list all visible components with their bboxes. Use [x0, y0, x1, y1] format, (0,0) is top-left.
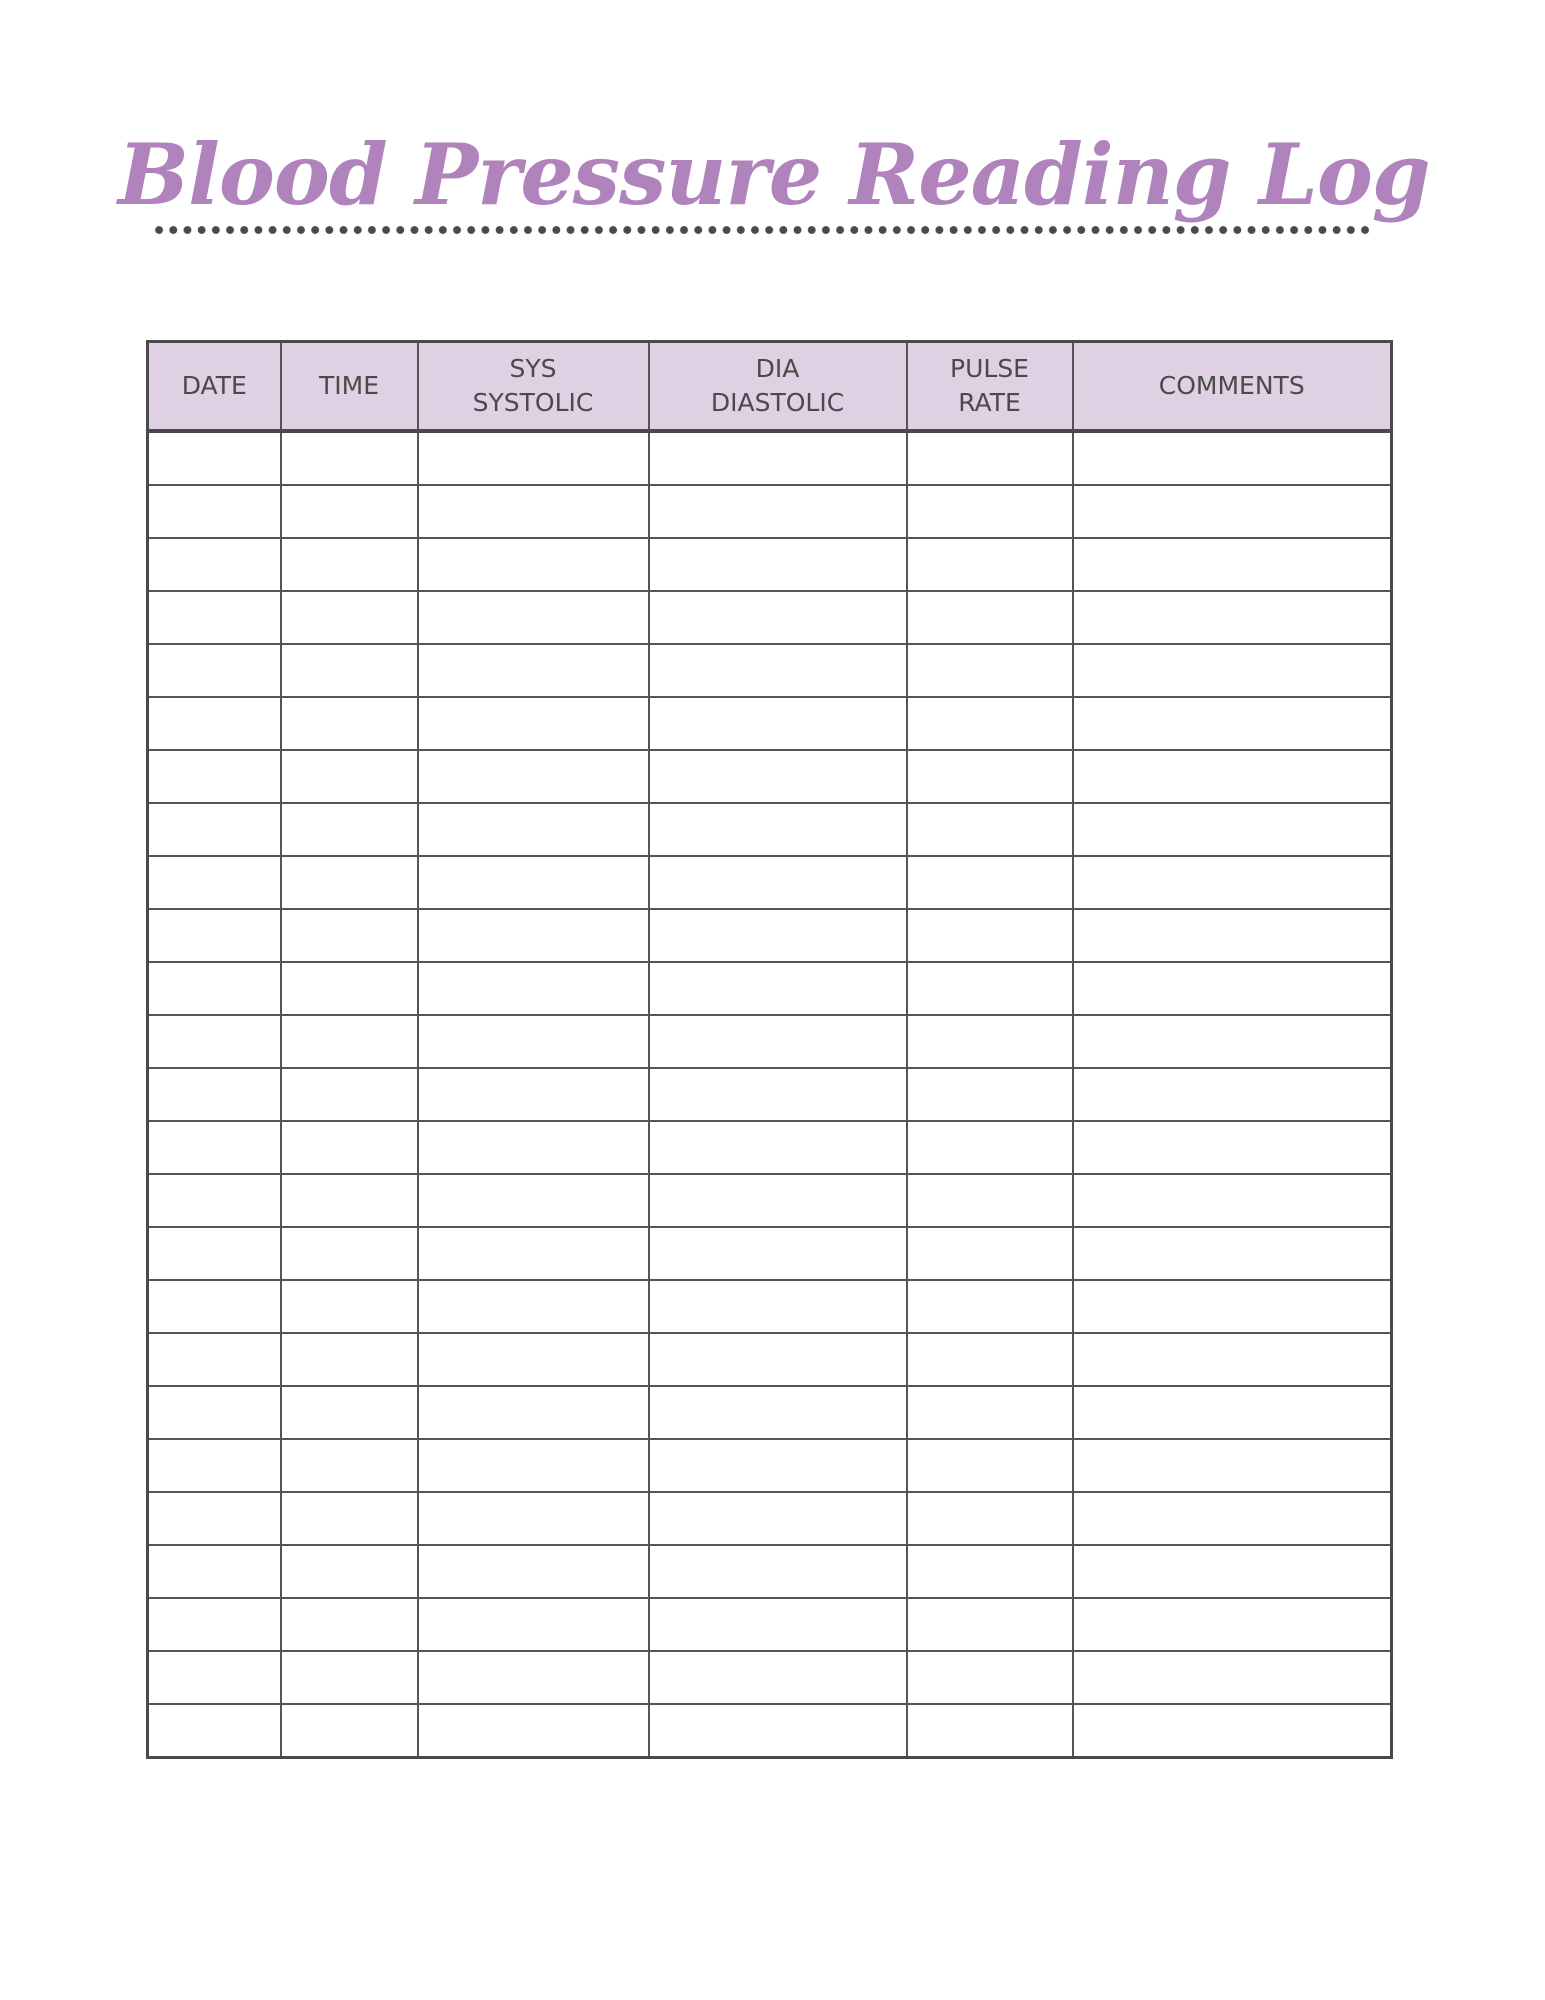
cell-pulse-rate[interactable]	[907, 1439, 1073, 1492]
cell-diastolic[interactable]	[649, 1545, 907, 1598]
cell-diastolic[interactable]	[649, 1121, 907, 1174]
table-row	[148, 1598, 1392, 1651]
cell-date[interactable]	[148, 909, 281, 962]
table-header-row	[148, 342, 1392, 432]
cell-date[interactable]	[148, 1015, 281, 1068]
cell-systolic[interactable]	[418, 538, 649, 591]
cell-systolic[interactable]	[418, 1545, 649, 1598]
cell-time[interactable]	[281, 1704, 418, 1758]
cell-systolic[interactable]	[418, 1651, 649, 1704]
reading-log-table	[146, 340, 1393, 1759]
cell-pulse-rate[interactable]	[907, 485, 1073, 538]
table-row	[148, 1174, 1392, 1227]
cell-diastolic[interactable]	[649, 909, 907, 962]
cell-time[interactable]	[281, 1227, 418, 1280]
cell-pulse-rate[interactable]	[907, 1386, 1073, 1439]
cell-time[interactable]	[281, 962, 418, 1015]
cell-date[interactable]	[148, 962, 281, 1015]
cell-systolic[interactable]	[418, 1439, 649, 1492]
cell-pulse-rate[interactable]	[907, 1598, 1073, 1651]
cell-pulse-rate[interactable]	[907, 856, 1073, 909]
column-header-pulse-rate: PULSE RATE	[907, 342, 1073, 432]
cell-systolic[interactable]	[418, 1227, 649, 1280]
cell-date[interactable]	[148, 1280, 281, 1333]
cell-date[interactable]	[148, 1598, 281, 1651]
cell-comments[interactable]	[1073, 1386, 1392, 1439]
cell-pulse-rate[interactable]	[907, 1280, 1073, 1333]
table-row	[148, 1068, 1392, 1121]
cell-systolic[interactable]	[418, 1492, 649, 1545]
cell-diastolic[interactable]	[649, 856, 907, 909]
table-row	[148, 1545, 1392, 1598]
cell-comments[interactable]	[1073, 1121, 1392, 1174]
cell-time[interactable]	[281, 538, 418, 591]
cell-diastolic[interactable]	[649, 962, 907, 1015]
cell-diastolic[interactable]	[649, 1227, 907, 1280]
cell-pulse-rate[interactable]	[907, 1651, 1073, 1704]
cell-pulse-rate[interactable]	[907, 750, 1073, 803]
column-header-time: TIME	[281, 342, 418, 432]
cell-date[interactable]	[148, 1439, 281, 1492]
cell-comments[interactable]	[1073, 1333, 1392, 1386]
table-row	[148, 909, 1392, 962]
cell-comments[interactable]	[1073, 1598, 1392, 1651]
table-row	[148, 856, 1392, 909]
table-row	[148, 591, 1392, 644]
cell-comments[interactable]	[1073, 1174, 1392, 1227]
table-row	[148, 1651, 1392, 1704]
cell-pulse-rate[interactable]	[907, 697, 1073, 750]
cell-comments[interactable]	[1073, 1439, 1392, 1492]
cell-comments[interactable]	[1073, 644, 1392, 697]
cell-diastolic[interactable]	[649, 803, 907, 856]
cell-comments[interactable]	[1073, 1227, 1392, 1280]
cell-comments[interactable]	[1073, 1651, 1392, 1704]
cell-systolic[interactable]	[418, 962, 649, 1015]
cell-pulse-rate[interactable]	[907, 909, 1073, 962]
cell-date[interactable]	[148, 1121, 281, 1174]
cell-time[interactable]	[281, 909, 418, 962]
cell-date[interactable]	[148, 1704, 281, 1758]
cell-comments[interactable]	[1073, 697, 1392, 750]
cell-systolic[interactable]	[418, 1598, 649, 1651]
cell-pulse-rate[interactable]	[907, 1015, 1073, 1068]
cell-time[interactable]	[281, 1068, 418, 1121]
cell-pulse-rate[interactable]	[907, 1492, 1073, 1545]
cell-comments[interactable]	[1073, 485, 1392, 538]
cell-systolic[interactable]	[418, 644, 649, 697]
cell-diastolic[interactable]	[649, 1598, 907, 1651]
table-body	[148, 431, 1392, 1758]
cell-diastolic[interactable]	[649, 1651, 907, 1704]
table-row	[148, 1333, 1392, 1386]
cell-comments[interactable]	[1073, 856, 1392, 909]
cell-systolic[interactable]	[418, 1015, 649, 1068]
cell-pulse-rate[interactable]	[907, 1227, 1073, 1280]
table-row	[148, 1227, 1392, 1280]
cell-diastolic[interactable]	[649, 1704, 907, 1758]
cell-diastolic[interactable]	[649, 1333, 907, 1386]
cell-time[interactable]	[281, 1598, 418, 1651]
cell-time[interactable]	[281, 803, 418, 856]
table-row	[148, 1439, 1392, 1492]
table-row	[148, 644, 1392, 697]
cell-time[interactable]	[281, 697, 418, 750]
column-header-date: DATE	[148, 342, 281, 432]
column-header-diastolic: DIA DIASTOLIC	[649, 342, 907, 432]
cell-pulse-rate[interactable]	[907, 962, 1073, 1015]
cell-date[interactable]	[148, 803, 281, 856]
cell-comments[interactable]	[1073, 1492, 1392, 1545]
cell-date[interactable]	[148, 856, 281, 909]
cell-diastolic[interactable]	[649, 644, 907, 697]
cell-comments[interactable]	[1073, 750, 1392, 803]
table-row	[148, 962, 1392, 1015]
table-row	[148, 1704, 1392, 1758]
cell-date[interactable]	[148, 1386, 281, 1439]
cell-time[interactable]	[281, 1174, 418, 1227]
cell-time[interactable]	[281, 1333, 418, 1386]
cell-date[interactable]	[148, 485, 281, 538]
cell-systolic[interactable]	[418, 1174, 649, 1227]
column-header-systolic: SYS SYSTOLIC	[418, 342, 649, 432]
cell-time[interactable]	[281, 1386, 418, 1439]
cell-time[interactable]	[281, 750, 418, 803]
cell-date[interactable]	[148, 538, 281, 591]
cell-date[interactable]	[148, 1174, 281, 1227]
column-header-comments: COMMENTS	[1073, 342, 1392, 432]
cell-time[interactable]	[281, 1492, 418, 1545]
cell-date[interactable]	[148, 431, 281, 485]
cell-comments[interactable]	[1073, 1545, 1392, 1598]
table-row	[148, 803, 1392, 856]
cell-pulse-rate[interactable]	[907, 1068, 1073, 1121]
cell-systolic[interactable]	[418, 1068, 649, 1121]
cell-systolic[interactable]	[418, 485, 649, 538]
cell-systolic[interactable]	[418, 1333, 649, 1386]
cell-pulse-rate[interactable]	[907, 1174, 1073, 1227]
cell-date[interactable]	[148, 750, 281, 803]
table-row	[148, 485, 1392, 538]
cell-time[interactable]	[281, 1015, 418, 1068]
table-row	[148, 1386, 1392, 1439]
cell-systolic[interactable]	[418, 856, 649, 909]
cell-diastolic[interactable]	[649, 591, 907, 644]
cell-systolic[interactable]	[418, 697, 649, 750]
cell-systolic[interactable]	[418, 1280, 649, 1333]
cell-date[interactable]	[148, 1651, 281, 1704]
table-row	[148, 750, 1392, 803]
cell-comments[interactable]	[1073, 591, 1392, 644]
cell-pulse-rate[interactable]	[907, 538, 1073, 591]
cell-diastolic[interactable]	[649, 1439, 907, 1492]
table-row	[148, 697, 1392, 750]
cell-date[interactable]	[148, 1545, 281, 1598]
cell-diastolic[interactable]	[649, 1386, 907, 1439]
cell-time[interactable]	[281, 1280, 418, 1333]
cell-date[interactable]	[148, 591, 281, 644]
cell-pulse-rate[interactable]	[907, 1545, 1073, 1598]
cell-time[interactable]	[281, 431, 418, 485]
table-row	[148, 1280, 1392, 1333]
cell-diastolic[interactable]	[649, 1068, 907, 1121]
cell-diastolic[interactable]	[649, 485, 907, 538]
cell-comments[interactable]	[1073, 1280, 1392, 1333]
cell-date[interactable]	[148, 644, 281, 697]
cell-time[interactable]	[281, 1121, 418, 1174]
cell-date[interactable]	[148, 1492, 281, 1545]
cell-systolic[interactable]	[418, 1386, 649, 1439]
cell-systolic[interactable]	[418, 1704, 649, 1758]
cell-diastolic[interactable]	[649, 1280, 907, 1333]
cell-pulse-rate[interactable]	[907, 591, 1073, 644]
cell-systolic[interactable]	[418, 750, 649, 803]
cell-diastolic[interactable]	[649, 1174, 907, 1227]
table-row	[148, 538, 1392, 591]
cell-comments[interactable]	[1073, 909, 1392, 962]
cell-comments[interactable]	[1073, 431, 1392, 485]
cell-pulse-rate[interactable]	[907, 431, 1073, 485]
cell-comments[interactable]	[1073, 1068, 1392, 1121]
cell-diastolic[interactable]	[649, 1492, 907, 1545]
cell-systolic[interactable]	[418, 909, 649, 962]
table-row	[148, 431, 1392, 485]
cell-date[interactable]	[148, 697, 281, 750]
cell-diastolic[interactable]	[649, 750, 907, 803]
cell-date[interactable]	[148, 1227, 281, 1280]
cell-comments[interactable]	[1073, 962, 1392, 1015]
cell-time[interactable]	[281, 1439, 418, 1492]
cell-comments[interactable]	[1073, 1704, 1392, 1758]
cell-comments[interactable]	[1073, 538, 1392, 591]
cell-comments[interactable]	[1073, 1015, 1392, 1068]
cell-pulse-rate[interactable]	[907, 644, 1073, 697]
cell-diastolic[interactable]	[649, 538, 907, 591]
cell-systolic[interactable]	[418, 431, 649, 485]
cell-diastolic[interactable]	[649, 1015, 907, 1068]
cell-systolic[interactable]	[418, 1121, 649, 1174]
cell-time[interactable]	[281, 485, 418, 538]
cell-diastolic[interactable]	[649, 431, 907, 485]
cell-time[interactable]	[281, 1545, 418, 1598]
cell-pulse-rate[interactable]	[907, 803, 1073, 856]
cell-pulse-rate[interactable]	[907, 1333, 1073, 1386]
cell-pulse-rate[interactable]	[907, 1704, 1073, 1758]
table-row	[148, 1492, 1392, 1545]
cell-systolic[interactable]	[418, 803, 649, 856]
table-row	[148, 1121, 1392, 1174]
cell-time[interactable]	[281, 1651, 418, 1704]
cell-comments[interactable]	[1073, 803, 1392, 856]
page-title: Blood Pressure Reading Log	[118, 125, 1430, 224]
cell-diastolic[interactable]	[649, 697, 907, 750]
cell-time[interactable]	[281, 856, 418, 909]
table-row	[148, 1015, 1392, 1068]
cell-date[interactable]	[148, 1068, 281, 1121]
dotted-divider	[152, 224, 1372, 236]
cell-time[interactable]	[281, 591, 418, 644]
cell-pulse-rate[interactable]	[907, 1121, 1073, 1174]
cell-systolic[interactable]	[418, 591, 649, 644]
cell-date[interactable]	[148, 1333, 281, 1386]
cell-time[interactable]	[281, 644, 418, 697]
